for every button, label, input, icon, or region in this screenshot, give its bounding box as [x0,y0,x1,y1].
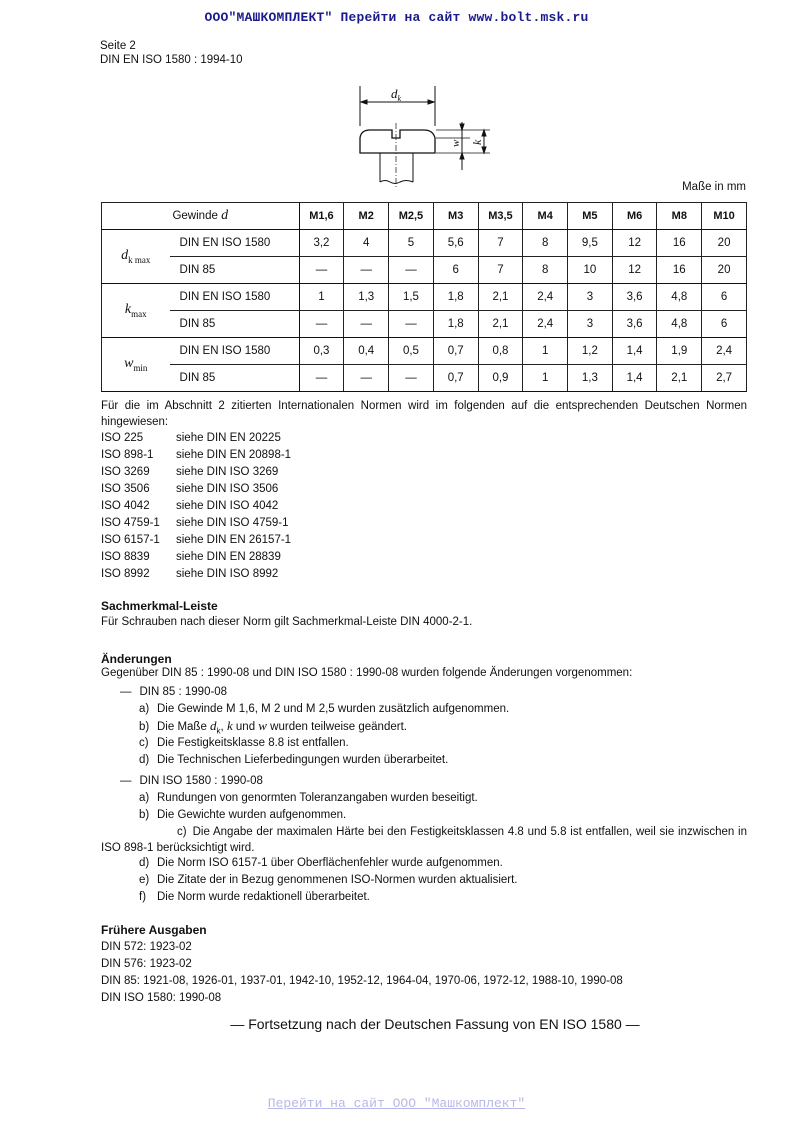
math-var-d: d [210,718,217,733]
table-cell: 2,1 [478,284,523,311]
table-cell: 20 [702,257,747,284]
change-item [139,752,448,768]
dash-bullet: — [120,775,132,787]
site-banner-text[interactable]: ООО"МАШКОМПЛЕКТ" Перейти на сайт www.bolt.msk.ru [204,10,589,25]
col-header: M2,5 [389,203,434,230]
item-label: b) [139,721,150,733]
change-item [139,889,370,905]
table-cell: — [389,257,434,284]
table-cell: 1,4 [612,365,657,392]
col-header: M10 [702,203,747,230]
item-text: Die Zitate der in Bezug genommenen ISO-Normen wurden aktualisiert. [157,874,518,886]
sachmerkmal-title: Sachmerkmal-Leiste [101,599,218,613]
table-cell: — [389,311,434,338]
bottom-site-link[interactable]: Перейти на сайт ООО "Машкомплект" [267,1096,526,1111]
table-cell: 1,2 [568,338,613,365]
sachmerkmal-text: Für Schrauben nach dieser Norm gilt Sachmerkmal-Leiste DIN 4000-2-1. [101,616,473,628]
symbol-subscript: max [131,308,147,319]
table-cell: 6 [433,257,478,284]
symbol-subscript: min [133,362,148,373]
math-var-w: w [258,718,267,733]
table-cell: 4 [344,230,389,257]
table-cell: — [344,257,389,284]
table-cell: 4,8 [657,284,702,311]
standard-label: DIN 85 [170,257,300,284]
math-var-k: k [226,718,233,733]
item-text: Die Maße [157,721,211,733]
item-text: Die Technischen Lieferbedingungen wurden überarbeitet. [157,754,449,766]
table-cell: 5,6 [433,230,478,257]
document-id: DIN EN ISO 1580 : 1994-10 [100,54,243,66]
table-row [102,338,747,365]
iso-number: ISO 225 [101,432,144,444]
fruehere-line: DIN 85: 1921-08, 1926-01, 1937-01, 1942-10, 1952-12, 1964-04, 1970-06, 1972-12, 1988-10, 1990-08 [101,975,623,987]
reference-item [101,430,291,447]
screw-head-svg [340,78,500,190]
symbol-subscript: k max [128,254,151,265]
item-label: b) [139,809,150,821]
reference-item [101,447,291,464]
units-note: Maße in mm [682,181,746,193]
col-header: M4 [523,203,568,230]
fruehere-section [101,922,623,1007]
item-text: Die Festigkeitsklasse 8.8 ist entfallen. [157,737,349,749]
change-item [139,807,346,823]
table-cell: 2,4 [523,284,568,311]
table-cell: 9,5 [568,230,613,257]
item-label: a) [139,792,150,804]
standard-label: DIN EN ISO 1580 [170,284,300,311]
din-equivalent: siehe DIN ISO 4042 [176,500,279,512]
table-cell: 2,4 [523,311,568,338]
item-text: Die Gewinde M 1,6, M 2 und M 2,5 wurden zusätzlich aufgenommen. [157,703,510,715]
item-label: a) [139,703,150,715]
table-cell: 10 [568,257,613,284]
table-cell: 4,8 [657,311,702,338]
iso-number: ISO 3269 [101,466,150,478]
change-item [139,872,518,888]
change-item [139,855,503,871]
table-cell: 8 [523,257,568,284]
item-label: d) [139,857,150,869]
table-cell: — [389,365,434,392]
dimension-symbol [102,338,170,392]
table-cell: 3,2 [299,230,344,257]
table-cell: 0,7 [433,338,478,365]
table-header-row [102,203,747,230]
table-cell: 16 [657,257,702,284]
reference-item [101,566,291,583]
table-cell: 8 [523,230,568,257]
item-label: f) [139,891,147,903]
table-cell: 3,6 [612,311,657,338]
table-cell: 7 [478,230,523,257]
table-cell: 2,1 [657,365,702,392]
table-cell: 1,5 [389,284,434,311]
reference-list [101,430,291,583]
thread-header-label: Gewinde [172,210,218,222]
iso-number: ISO 898-1 [101,449,154,461]
iso-number: ISO 3506 [101,483,150,495]
table-cell: 20 [702,230,747,257]
col-header: M6 [612,203,657,230]
item-text: Rundungen von genormten Toleranzangaben wurden beseitigt. [157,792,478,804]
table-row [102,230,747,257]
col-header: M5 [568,203,613,230]
item-label: e) [139,874,150,886]
din-equivalent: siehe DIN EN 28839 [176,551,281,563]
col-header: M8 [657,203,702,230]
reference-item [101,481,291,498]
item-label: c) [139,737,149,749]
table-cell: 3 [568,284,613,311]
change-item [139,701,509,717]
iso-number: ISO 4042 [101,500,150,512]
din-equivalent: siehe DIN ISO 4759-1 [176,517,289,529]
item-text: und [232,721,259,733]
table-cell: 0,4 [344,338,389,365]
table-cell: 1 [299,284,344,311]
din-equivalent: siehe DIN EN 20225 [176,432,281,444]
aenderungen-intro: Gegenüber DIN 85 : 1990-08 und DIN ISO 1580 : 1990-08 wurden folgende Änderungen vorgenommen: [101,667,633,679]
w-label: w [450,139,462,147]
item-text: , [220,721,227,733]
math-sub-k: k [216,726,221,736]
continuation-note: — Fortsetzung nach der Deutschen Fassung von EN ISO 1580 — [230,1016,640,1032]
aenderungen-heading: Änderungen [101,652,172,666]
table-cell: 1,3 [344,284,389,311]
table-row [102,311,747,338]
change-item [101,824,747,856]
item-text: wurden teilweise geändert. [266,721,407,733]
table-cell: 0,9 [478,365,523,392]
reference-item [101,532,291,549]
table-cell: — [299,365,344,392]
dimension-symbol [102,230,170,284]
item-text: Die Angabe der maximalen Härte bei den Festigkeitsklassen 4.8 und 5.8 ist entfallen, weil sie inzwischen in ISO 898-1 berücksichtigt wird. [101,826,747,854]
table-cell: 1,4 [612,338,657,365]
table-cell: 0,7 [433,365,478,392]
change-item [139,735,349,751]
din-equivalent: siehe DIN ISO 8992 [176,568,279,580]
dimensions-table [101,202,747,392]
dk-label: $d_k$ [391,86,402,103]
item-label: d) [139,754,150,766]
col-header: M3 [433,203,478,230]
group-title-text: DIN ISO 1580 : 1990-08 [139,775,263,787]
table-cell: 12 [612,230,657,257]
table-cell: 3,6 [612,284,657,311]
table-cell: — [299,311,344,338]
change-item [139,790,478,806]
standard-label: DIN EN ISO 1580 [170,338,300,365]
table-cell: 3 [568,311,613,338]
fruehere-line: DIN 576: 1923-02 [101,958,192,970]
item-text: Die Norm wurde redaktionell überarbeitet. [157,891,370,903]
iso-number: ISO 6157-1 [101,534,160,546]
din-equivalent: siehe DIN EN 20898-1 [176,449,292,461]
thread-header [102,203,300,230]
iso-number: ISO 4759-1 [101,517,160,529]
table-cell: 0,8 [478,338,523,365]
item-text: Die Gewichte wurden aufgenommen. [157,809,347,821]
change-group-title [120,684,227,700]
dimension-symbol [102,284,170,338]
table-cell: 16 [657,230,702,257]
site-banner-link[interactable] [0,10,793,25]
symbol-var: w [124,356,134,372]
table-cell: 1 [523,338,568,365]
table-cell: 12 [612,257,657,284]
table-cell: 1,8 [433,284,478,311]
reference-item [101,549,291,566]
thread-header-var: d [221,208,229,223]
symbol-var: d [121,248,129,264]
table-row [102,257,747,284]
screw-head-drawing [340,78,500,190]
group-title-text: DIN 85 : 1990-08 [139,686,228,698]
item-label: c) [177,826,187,838]
iso-number: ISO 8992 [101,568,150,580]
table-cell: 1,8 [433,311,478,338]
sachmerkmal-section [101,599,472,628]
table-cell: 7 [478,257,523,284]
table-cell: 5 [389,230,434,257]
fruehere-line: DIN ISO 1580: 1990-08 [101,992,222,1004]
table-cell: 6 [702,284,747,311]
table-cell: 0,5 [389,338,434,365]
table-body [102,230,747,392]
table-row [102,365,747,392]
col-header: M1,6 [299,203,344,230]
table-cell: 2,1 [478,311,523,338]
din-equivalent: siehe DIN EN 26157-1 [176,534,292,546]
din-equivalent: siehe DIN ISO 3269 [176,466,279,478]
col-header: M2 [344,203,389,230]
page-number: Seite 2 [100,40,136,52]
standard-label: DIN 85 [170,365,300,392]
table-cell: 6 [702,311,747,338]
symbol-var: k [124,302,132,318]
k-label: k [470,139,484,145]
iso-number: ISO 8839 [101,551,150,563]
page-header [100,39,243,67]
table-cell: — [299,257,344,284]
item-text: Die Norm ISO 6157-1 über Oberflächenfehler wurde aufgenommen. [157,857,503,869]
table-cell: 2,7 [702,365,747,392]
change-group-title [120,773,263,789]
table-cell: — [344,311,389,338]
table-cell: — [344,365,389,392]
table-cell: 1,3 [568,365,613,392]
standard-label: DIN EN ISO 1580 [170,230,300,257]
intro-paragraph: Für die im Abschnitt 2 zitierten Internationalen Normen wird im folgenden auf die entsprechenden Deutschen Normen hingewiesen: [101,400,747,428]
reference-item [101,464,291,481]
col-header: M3,5 [478,203,523,230]
fruehere-line: DIN 572: 1923-02 [101,941,192,953]
standard-label: DIN 85 [170,311,300,338]
table-row [102,284,747,311]
table-cell: 1,9 [657,338,702,365]
table-cell: 1 [523,365,568,392]
din-equivalent: siehe DIN ISO 3506 [176,483,279,495]
fruehere-title: Frühere Ausgaben [101,923,207,937]
aenderungen-title [101,652,172,666]
reference-item [101,498,291,515]
table-cell: 0,3 [299,338,344,365]
reference-item [101,515,291,532]
dash-bullet: — [120,686,132,698]
table-cell: 2,4 [702,338,747,365]
